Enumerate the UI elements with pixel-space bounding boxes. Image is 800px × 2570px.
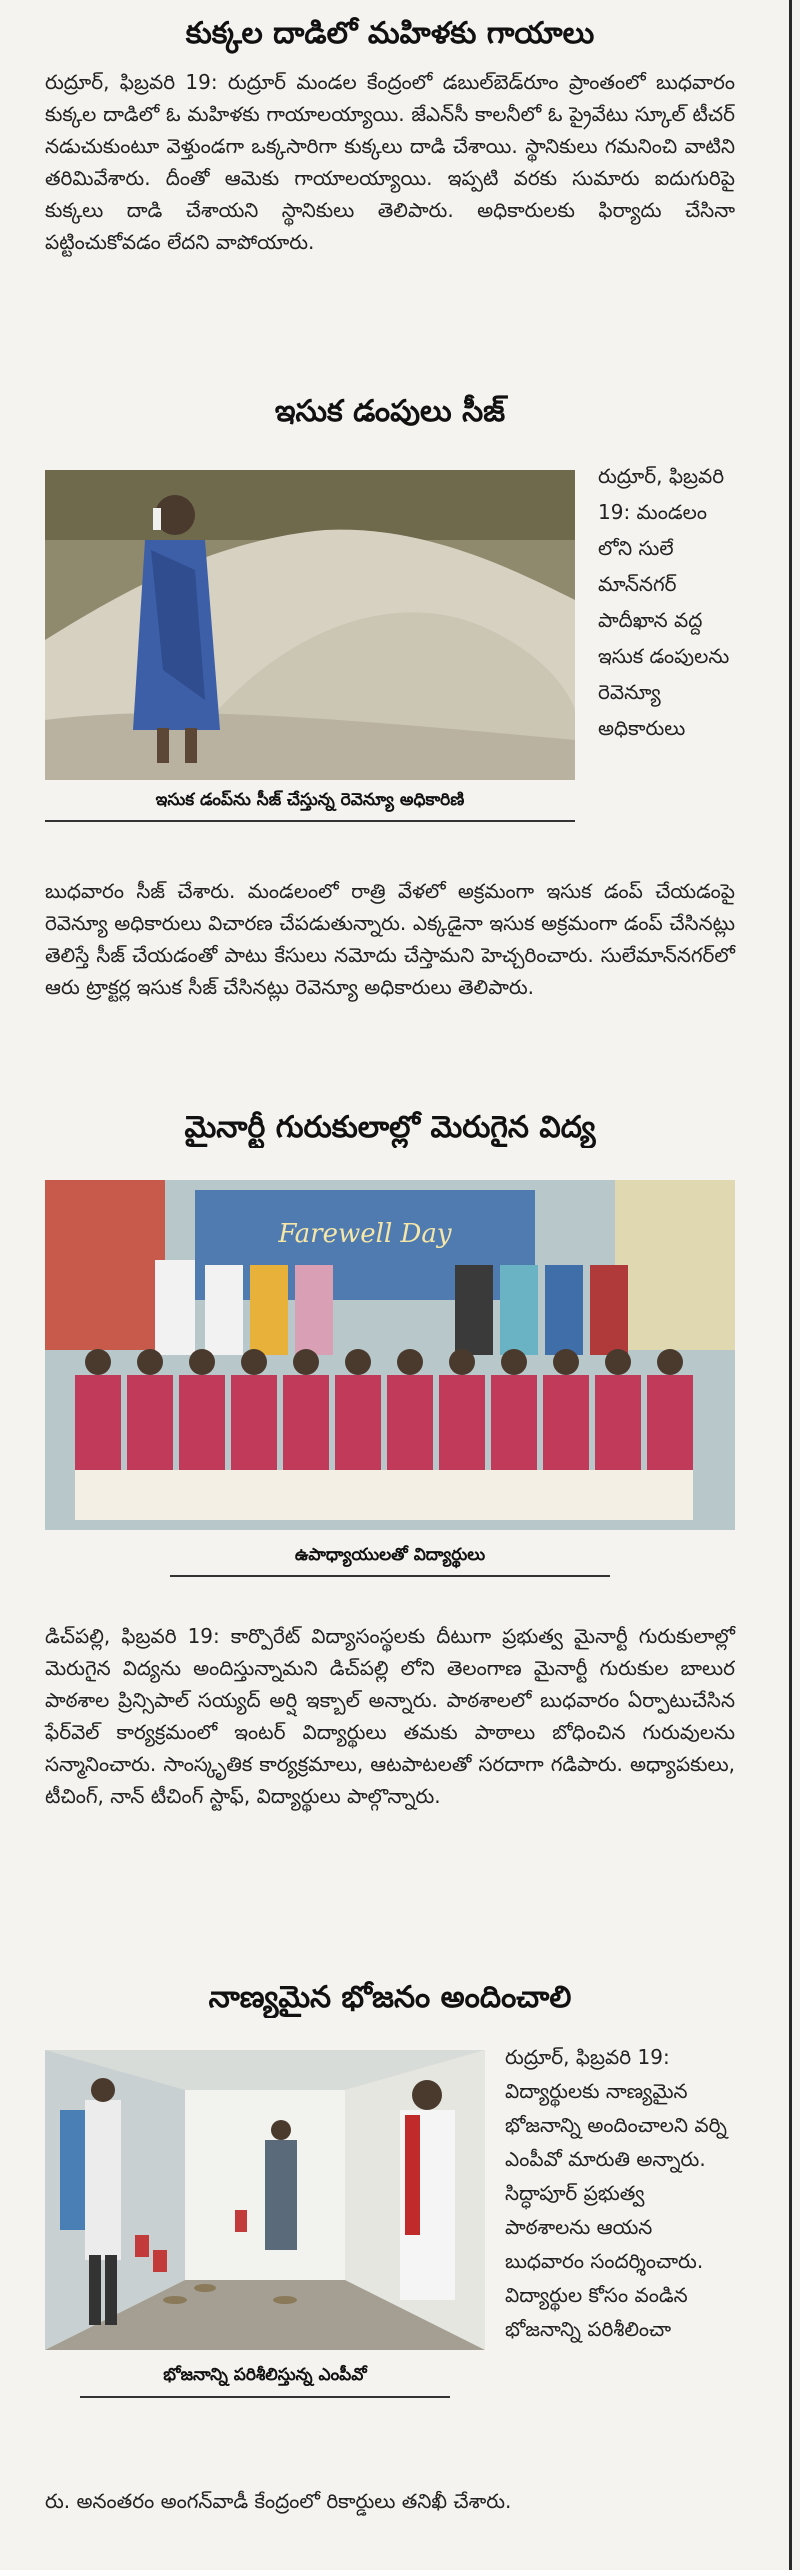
photo-caption: ఉపాధ్యాయులతో విద్యార్థులు (294, 1545, 486, 1565)
article-quality-meals-body (45, 2485, 735, 2517)
school-inspection-illustration (45, 2050, 485, 2350)
article-quality-meals-headline (45, 1978, 735, 2018)
headline: ఇసుక డంపులు సీజ్ (274, 394, 506, 429)
article-side-text: రుద్రూర్, ఫిబ్రవరి 19: మండలం లోని సులే మాన్‌నగర్ పాదీఖాన వద్ద ఇసుక డంపులను రెవెన్యూ అధికారులు (598, 464, 730, 740)
photo-caption: భోజనాన్ని పరిశీలిస్తున్న ఎంపీవో (163, 2365, 367, 2385)
article-body: బుధవారం సీజ్ చేశారు. మండలంలో రాత్రి వేళలో అక్రమంగా ఇసుక డంప్ చేయడంపై రెవెన్యూ అధికారులు విచారణ చేపడుతున్నారు. ఎక్కడైనా ఇసుక అక్రమంగా డంప్ చేసినట్లు తెలిస్తే సీజ్ చేయడంతో పాటు కేసులు నమోదు చేస్తామని హెచ్చరించారు. సులేమాన్‌నగర్‌లో ఆరు ట్రాక్టర్ల ఇసుక సీజ్ చేసినట్లు రెవెన్యూ అధికారులు తెలిపారు. (45, 879, 735, 999)
article-body: రుద్రూర్, ఫిబ్రవరి 19: రుద్రూర్ మండల కేంద్రంలో డబుల్‌బెడ్‌రూం ప్రాంతంలో బుధవారం కుక్కల దాడిలో ఓ మహిళకు గాయాలయ్యాయి. జేఎన్‌సీ కాలనీలో ఓ ప్రైవేటు స్కూల్ టీచర్ నడుచుకుంటూ వెళ్తుండగా ఒక్కసారిగా కుక్కలు దాడి చేశాయి. స్థానికులు గమనించి వాటిని తరిమివేశారు. దీంతో ఆమెకు గాయాలయ్యాయి. ఇప్పటి వరకు సుమారు ఐదుగురిపై కుక్కలు దాడి చేశాయని స్థానికులు తెలిపారు. అధికారులకు ఫిర్యాదు చేసినా పట్టించుకోవడం లేదని వాపోయారు. (45, 70, 735, 254)
article-sand-seizure-body (45, 875, 735, 1003)
article-body: డిచ్‌పల్లి, ఫిబ్రవరి 19: కార్పొరేట్ విద్యాసంస్థలకు దీటుగా ప్రభుత్వ మైనార్టీ గురుకులాల్లో మెరుగైన విద్యను అందిస్తున్నామని డిచ్‌పల్లి లోని తెలంగాణ మైనార్టీ గురుకుల బాలుర పాఠశాల ప్రిన్సిపాల్ సయ్యద్ అర్షి ఇక్బాల్ అన్నారు. పాఠశాలలో బుధవారం ఏర్పాటుచేసిన ఫేర్‌వెల్ కార్యక్రమంలో ఇంటర్ విద్యార్థులు తమకు పాఠాలు బోధించిన గురువులను సన్మానించారు. సాంస్కృతిక కార్యక్రమాలు, ఆటపాటలతో సరదాగా గడిపారు. అధ్యాపకులు, టీచింగ్, నాన్ టీచింగ్ స్టాఫ్, విద్యార్థులు పాల్గొన్నారు. (45, 1624, 735, 1808)
article-side-text: రుద్రూర్, ఫిబ్రవరి 19: విద్యార్థులకు నాణ్యమైన భోజనాన్ని అందించాలని వర్ని ఎంపీవో మారుతి అన్నారు. సిద్ధాపూర్ ప్రభుత్వ పాఠశాలను ఆయన బుధవారం సందర్శించారు. విద్యార్థుల కోసం వండిన భోజనాన్ని పరిశీలించా (505, 2045, 727, 2341)
column-rule (789, 0, 792, 2570)
farewell-group-photo (45, 1180, 735, 1530)
headline: మైనార్టీ గురుకులాల్లో మెరుగైన విద్య (184, 1110, 596, 1145)
school-inspection-photo (45, 2050, 485, 2350)
sand-seizure-photo (45, 470, 575, 780)
headline: కుక్కల దాడిలో మహిళకు గాయాలు (185, 16, 595, 51)
article-sand-seizure-headline (45, 392, 735, 432)
photo-caption: ఇసుక డంప్‌ను సీజ్ చేస్తున్న రెవెన్యూ అధికారిణి (155, 790, 465, 810)
article-minority-gurukul-headline (45, 1108, 735, 1148)
sand-seizure-illustration (45, 470, 575, 780)
caption-rule (45, 820, 575, 822)
caption-rule (170, 1575, 610, 1577)
farewell-group-illustration (45, 1180, 735, 1530)
article-body: రు. అనంతరం అంగన్‌వాడీ కేంద్రంలో రికార్డులు తనిఖీ చేశారు. (45, 2489, 512, 2513)
caption-rule (80, 2396, 450, 2398)
article-minority-gurukul-body (45, 1620, 735, 1812)
banner-text: Farewell Day (278, 1219, 452, 1249)
article-dog-attack (45, 14, 735, 258)
headline: నాణ్యమైన భోజనం అందించాలి (208, 1980, 572, 2015)
